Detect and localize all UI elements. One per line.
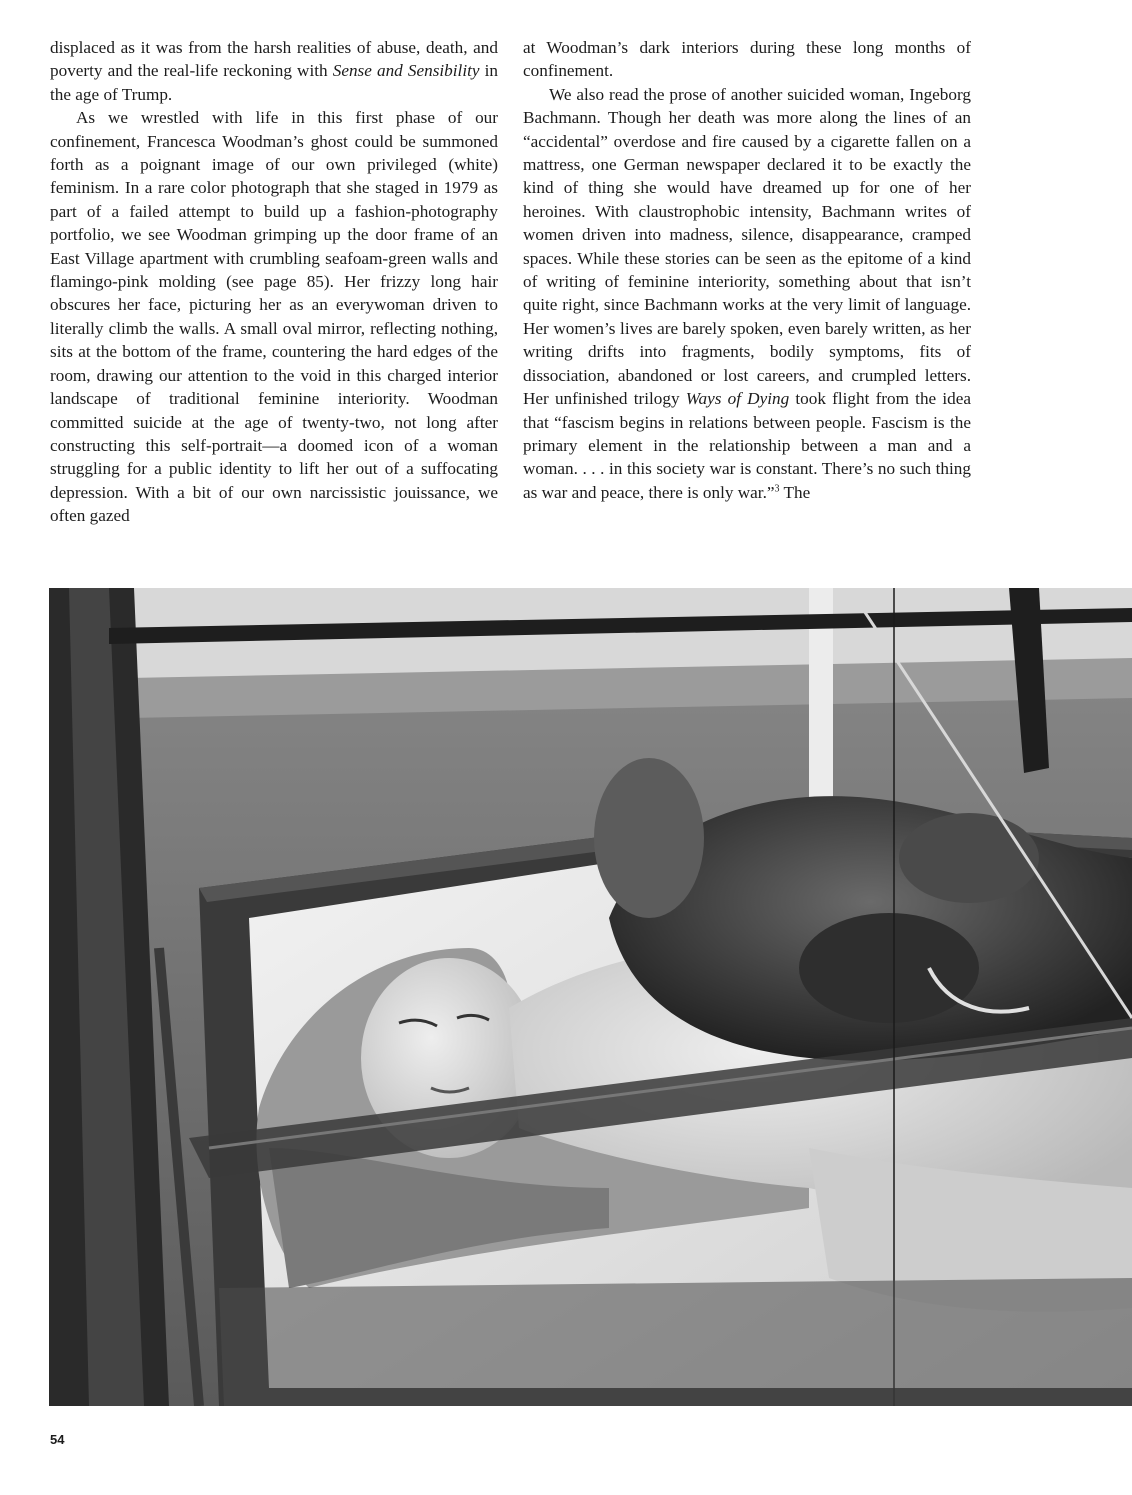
page-number: 54	[50, 1432, 65, 1447]
organ-heart	[594, 758, 704, 918]
organ-stomach	[899, 813, 1039, 903]
right-text-column	[523, 36, 971, 504]
photograph-illustration	[49, 588, 1132, 1406]
case-base	[219, 1278, 1132, 1406]
organ-liver	[799, 913, 979, 1023]
paragraph: at Woodman’s dark interiors during these long months of confinement.	[523, 38, 971, 81]
paragraph: We also read the prose of another suicided woman, Ingeborg Bachmann. Though her death was more along the lines of an “accidental” overdose and fire caused by a cigarette fallen on a mattress, one German newspaper declared it to be exactly the kind of thing she would have dreamed up for one of her heroines. With claustrophobic intensity, Bachmann writes of women driven into madness, silence, disappearance, cramped spaces. While these stories can be seen as the epitome of a kind of writing of feminine interiority, something about that isn’t quite right, since Bachmann works at the very limit of language. Her women’s lives are barely spoken, even barely written, as her writing drifts into fragments, bodily symptoms, fits of dissociation, abandoned or lost careers, and crumpled letters. Her unfinished trilogy Ways of Dying took flight from the idea that “fascism begins in relations between people. Fascism is the primary element in the relationship between a man and a woman. . . . in this society war is constant. There’s no such thing as war and peace, there is only war.”$^3$ The	[523, 84, 972, 502]
book-title: Ways of Dying	[685, 389, 790, 409]
left-text-column	[50, 36, 498, 528]
paragraph: displaced as it was from the harsh realities of abuse, death, and poverty and the real-life reckoning with Sense and Sensibility in the age of Trump.	[50, 38, 498, 104]
footnote-marker: 3	[774, 482, 780, 494]
book-title: Sense and Sensibility	[332, 61, 480, 81]
photograph-wax-anatomical-figure	[49, 588, 1132, 1406]
paragraph: As we wrestled with life in this first phase of our confinement, Francesca Woodman’s ghost could be summoned forth as a poignant image of our own privileged (white) feminism. In a rare color photograph that she staged in 1979 as part of a failed attempt to build up a fashion-photography portfolio, we see Woodman grimping up the door frame of an East Village apartment with crumbling seafoam-green walls and flamingo-pink molding (see page 85). Her frizzy long hair obscures her face, picturing her as an everywoman driven to literally climb the walls. A small oval mirror, reflecting nothing, sits at the bottom of the frame, countering the hard edges of the room, drawing our attention to the void in this charged interior landscape of traditional feminine interiority. Woodman committed suicide at the age of twenty-two, not long after constructing this self-portrait—a doomed icon of a woman struggling for a public identity to lift her out of a suffocating depression. With a bit of our own narcissistic jouissance, we often gazed	[50, 108, 498, 526]
